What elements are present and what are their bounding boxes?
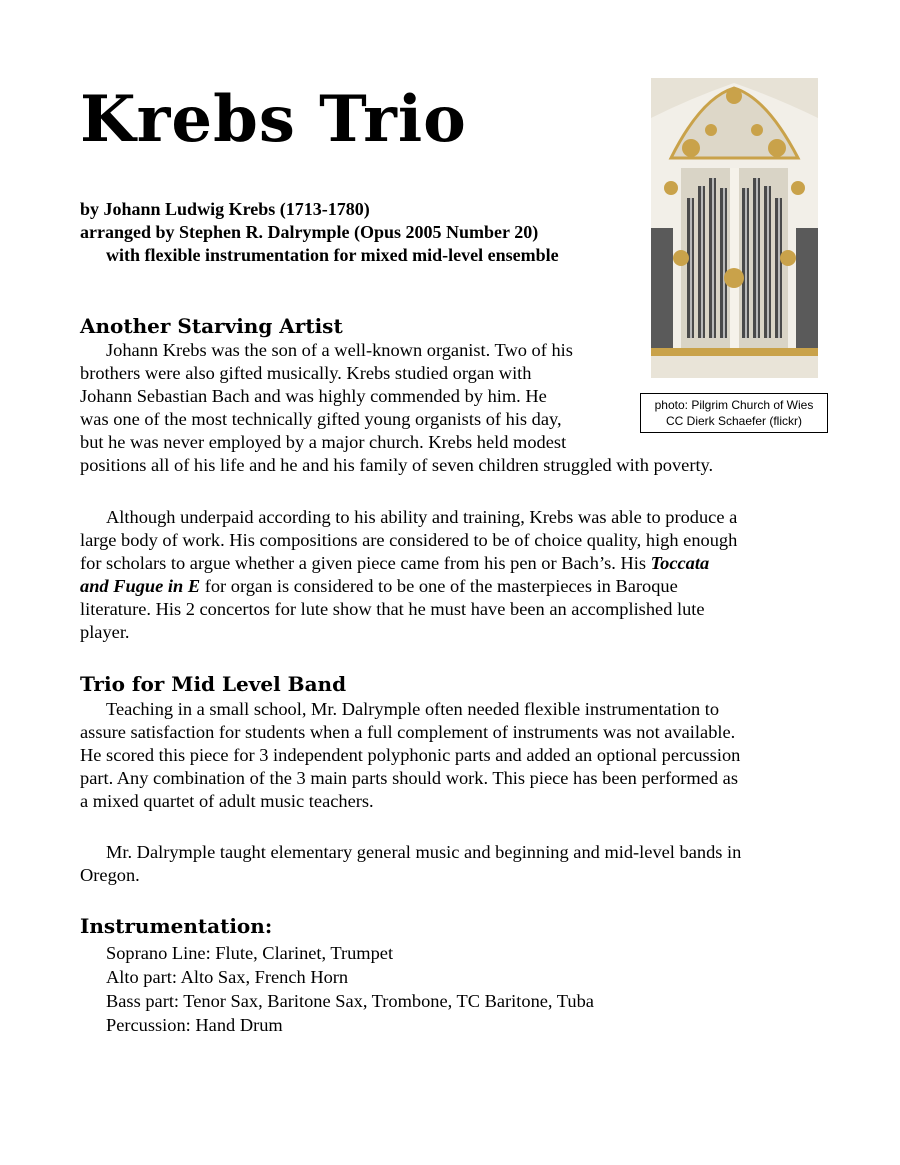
composer-credit: by Johann Ludwig Krebs (1713-1780) [80,199,370,219]
paragraph-krebs-works [80,506,840,644]
work-title-part1: Toccata [650,553,710,573]
text-line: Although underpaid according to his ability and training, Krebs was able to produce a [106,507,738,527]
text-line: was one of the most technically gifted young organists of his day, [80,409,562,429]
photo-caption-line2: CC Dierk Schaefer (flickr) [665,414,803,428]
text-line: brothers were also gifted musically. Krebs studied organ with [80,363,532,383]
text-line: literature. His 2 concertos for lute show that he must have been an accomplished lute [80,599,705,619]
list-item: Soprano Line: Flute, Clarinet, Trumpet [106,943,394,963]
paragraph-krebs-biography [80,339,714,477]
text-line: Teaching in a small school, Mr. Dalrymple often needed flexible instrumentation to [106,699,720,719]
heading-instrumentation: Instrumentation: [80,914,273,938]
text-line: large body of work. His compositions are considered to be of choice quality, high enough [80,530,738,550]
text-line: He scored this piece for 3 independent polyphonic parts and added an optional percussion [80,745,741,765]
work-title-part2: and Fugue in E [80,576,201,596]
text-line: part. Any combination of the 3 main parts should work. This piece has been performed as [80,768,738,788]
instrumentation-note: with flexible instrumentation for mixed mid-level ensemble [106,245,559,265]
list-item: Percussion: Hand Drum [106,1015,283,1035]
list-item: Bass part: Tenor Sax, Baritone Sax, Trombone, TC Baritone, Tuba [106,991,594,1011]
byline [80,198,559,267]
page-title: Krebs Trio [80,82,467,157]
text-line: Oregon. [80,865,140,885]
heading-another-starving-artist: Another Starving Artist [80,314,343,338]
text-line: assure satisfaction for students when a full complement of instruments was not available. [80,722,736,742]
organ-photo [651,78,818,378]
text-line: for organ is considered to be one of the masterpieces in Baroque [200,576,678,596]
text-line: Johann Krebs was the son of a well-known organist. Two of his [106,340,573,360]
paragraph-arranger-bio [80,841,840,887]
text-line: player. [80,622,130,642]
text-line: positions all of his life and he and his family of seven children struggled with poverty. [80,455,714,475]
text-line: Mr. Dalrymple taught elementary general music and beginning and mid-level bands in [106,842,742,862]
heading-trio-for-mid-level-band: Trio for Mid Level Band [80,672,347,696]
text-line: for scholars to argue whether a given piece came from his pen or Bach’s. His [80,553,651,573]
text-line: Johann Sebastian Bach and was highly commended by him. He [80,386,547,406]
photo-caption [640,393,828,433]
text-line: but he was never employed by a major church. Krebs held modest [80,432,567,452]
text-line: a mixed quartet of adult music teachers. [80,791,374,811]
paragraph-arrangement-notes [80,698,840,813]
instrumentation-list [106,941,594,1037]
photo-caption-line1: photo: Pilgrim Church of Wies [654,398,814,412]
list-item: Alto part: Alto Sax, French Horn [106,967,349,987]
arranger-credit: arranged by Stephen R. Dalrymple (Opus 2005 Number 20) [80,222,539,242]
